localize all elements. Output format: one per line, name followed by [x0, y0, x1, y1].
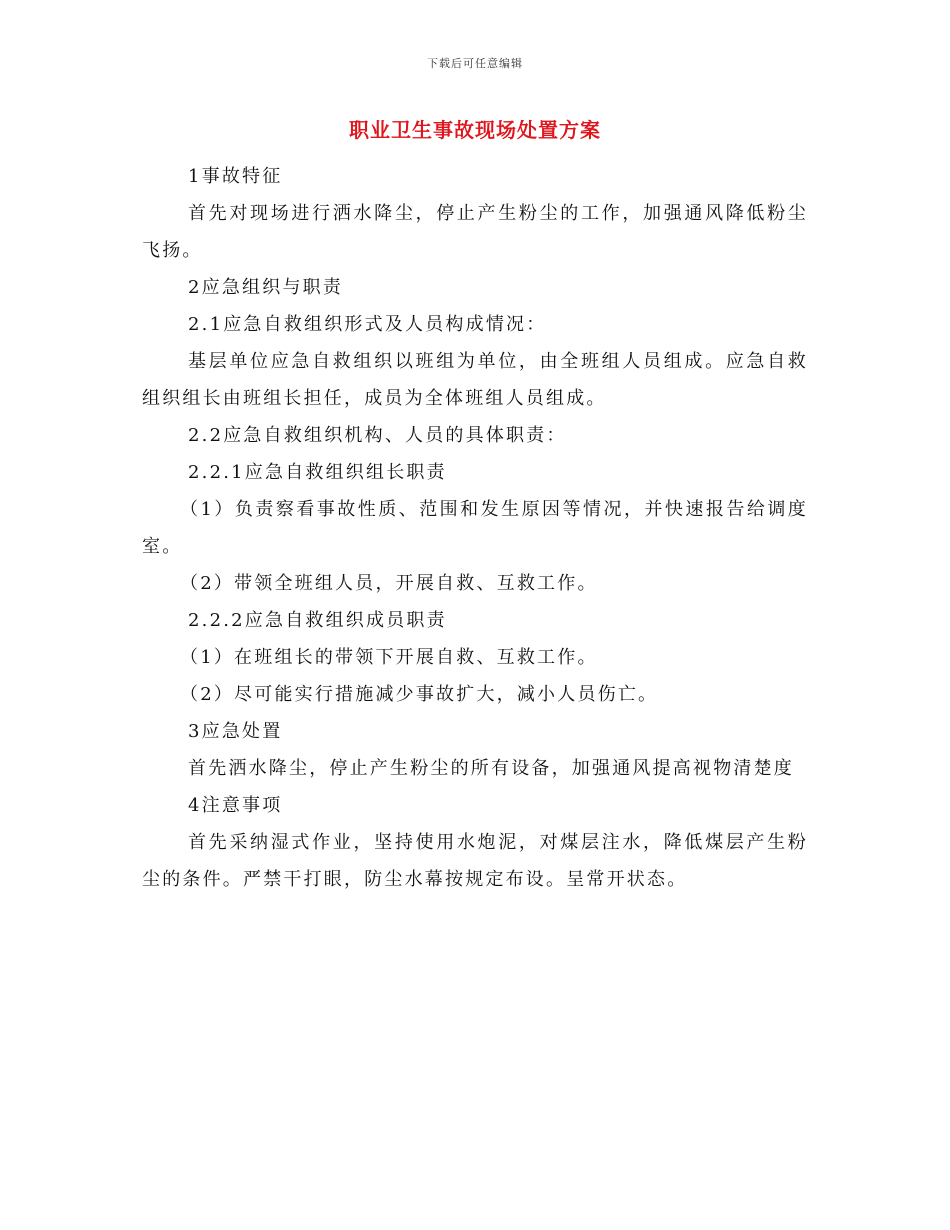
paragraph: 基层单位应急自救组织以班组为单位，由全班组人员组成。应急自救组织组长由班组长担任，成员为全体班组人员组成。 — [142, 351, 808, 409]
list-item: （1）在班组长的带领下开展自救、互救工作。 — [180, 647, 598, 668]
header-note: 下载后可任意编辑 — [427, 57, 523, 70]
subsection-heading-2-1: 2.1应急自救组织形式及人员构成情况： — [188, 314, 547, 335]
paragraph: 首先洒水降尘，停止产生粉尘的所有设备，加强通风提高视物清楚度 — [188, 758, 794, 779]
section-heading-1: 1事故特征 — [188, 166, 283, 187]
list-item: （2）带领全班组人员，开展自救、互救工作。 — [180, 573, 598, 594]
list-item: （1）负责察看事故性质、范围和发生原因等情况，并快速报告给调度室。 — [142, 499, 808, 557]
document-title: 职业卫生事故现场处置方案 — [349, 118, 601, 142]
section-heading-2: 2应急组织与职责 — [188, 277, 344, 298]
paragraph: 首先对现场进行洒水降尘，停止产生粉尘的工作，加强通风降低粉尘飞扬。 — [142, 203, 808, 261]
section-heading-4: 4注意事项 — [188, 795, 283, 816]
list-item: （2）尽可能实行措施减少事故扩大，减小人员伤亡。 — [180, 684, 659, 705]
section-heading-3: 3应急处置 — [188, 721, 283, 742]
paragraph: 首先采纳湿式作业，坚持使用水炮泥，对煤层注水，降低煤层产生粉尘的条件。严禁干打眼，防尘水幕按规定布设。呈常开状态。 — [142, 832, 808, 890]
subsection-heading-2-2-2: 2.2.2应急自救组织成员职责 — [188, 610, 447, 631]
subsection-heading-2-2-1: 2.2.1应急自救组织组长职责 — [188, 462, 447, 483]
subsection-heading-2-2: 2.2应急自救组织机构、人员的具体职责： — [188, 425, 567, 446]
document-body — [142, 158, 808, 898]
